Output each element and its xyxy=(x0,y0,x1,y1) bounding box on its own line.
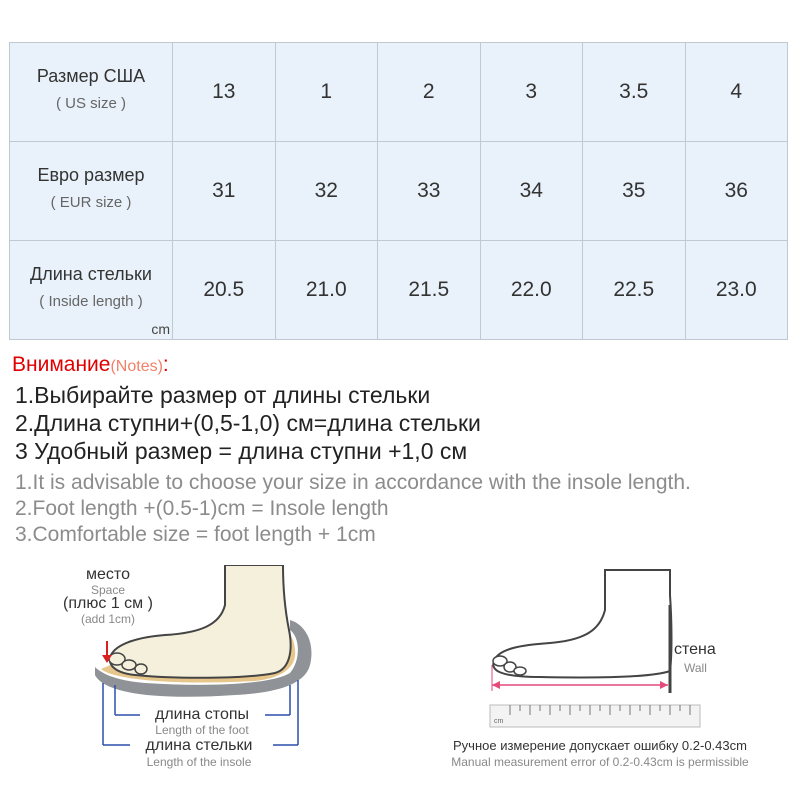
table-cell: 36 xyxy=(685,142,788,241)
foot-length-label-en: Length of the foot xyxy=(155,723,249,737)
wall-label-en: Wall xyxy=(684,661,707,675)
table-cell: 1 xyxy=(275,43,378,142)
row-header xyxy=(10,43,173,142)
measure-arrow-head-right xyxy=(660,681,668,689)
toe-shape xyxy=(514,667,526,675)
space-label-ru: место xyxy=(86,566,130,583)
table-cell: 32 xyxy=(275,142,378,241)
table-cell: 34 xyxy=(480,142,583,241)
table-cell: 20.5 xyxy=(173,241,276,340)
table-cell: 21.5 xyxy=(378,241,481,340)
bare-foot-shape xyxy=(493,570,671,677)
measurement-error-ru: Ручное измерение допускает ошибку 0.2-0.43cm xyxy=(453,738,747,753)
notes-title xyxy=(12,353,169,377)
note-en-3: 3.Comfortable size = foot length + 1cm xyxy=(15,523,376,546)
table-cell: 33 xyxy=(378,142,481,241)
row-label-ru: Размер США xyxy=(36,66,146,86)
table-cell: 22.5 xyxy=(583,241,686,340)
notes-title-en: (Notes) xyxy=(110,358,163,375)
plus-label-en: (add 1cm) xyxy=(80,612,136,626)
table-cell: 13 xyxy=(173,43,276,142)
table-row xyxy=(10,43,788,142)
plus-label-ru: (плюс 1 см ) xyxy=(63,595,153,612)
row-label-ru: Евро размер xyxy=(37,165,145,185)
table-cell: 22.0 xyxy=(480,241,583,340)
note-ru-3: 3 Удобный размер = длина ступни +1,0 см xyxy=(15,438,468,464)
note-en-2: 2.Foot length +(0.5-1)cm = Insole length xyxy=(15,497,389,520)
unit-label: cm xyxy=(151,321,170,337)
note-en-1: 1.It is advisable to choose your size in accordance with the insole length. xyxy=(15,471,691,494)
row-header xyxy=(10,142,173,241)
notes-title-ru: Внимание xyxy=(12,353,111,376)
foot-length-label-ru: длина стопы xyxy=(155,706,249,723)
note-ru-2: 2.Длина ступни+(0,5-1,0) см=длина стельки xyxy=(15,410,481,436)
notes-title-colon: : xyxy=(162,353,169,376)
ruler-unit: cm xyxy=(494,718,504,725)
row-label-ru: Длина стельки xyxy=(30,264,152,284)
space-label-en: Space xyxy=(90,583,126,597)
table-cell: 3 xyxy=(480,43,583,142)
table-cell: 21.0 xyxy=(275,241,378,340)
table-row xyxy=(10,241,788,340)
table-cell: 3.5 xyxy=(583,43,686,142)
row-label-en: ( EUR size ) xyxy=(50,194,132,211)
size-table xyxy=(9,42,788,340)
row-header xyxy=(10,241,173,340)
row-label-en: ( Inside length ) xyxy=(39,293,143,310)
row-label-en: ( US size ) xyxy=(55,95,126,112)
note-ru-1: 1.Выбирайте размер от длины стельки xyxy=(15,382,431,408)
insole-length-label-ru: длина стельки xyxy=(145,737,253,754)
measure-arrow-head-left xyxy=(492,681,500,689)
toe-shape xyxy=(135,664,147,674)
ruler xyxy=(490,705,700,727)
table-cell: 23.0 xyxy=(685,241,788,340)
table-cell: 35 xyxy=(583,142,686,241)
toe-shape xyxy=(122,660,136,670)
table-cell: 31 xyxy=(173,142,276,241)
insole-length-label-en: Length of the insole xyxy=(146,755,252,769)
table-cell: 4 xyxy=(685,43,788,142)
measurement-error-en: Manual measurement error of 0.2-0.43cm is permissible xyxy=(451,755,749,769)
table-row xyxy=(10,142,788,241)
table-cell: 2 xyxy=(378,43,481,142)
wall-label-ru: стена xyxy=(674,641,716,658)
